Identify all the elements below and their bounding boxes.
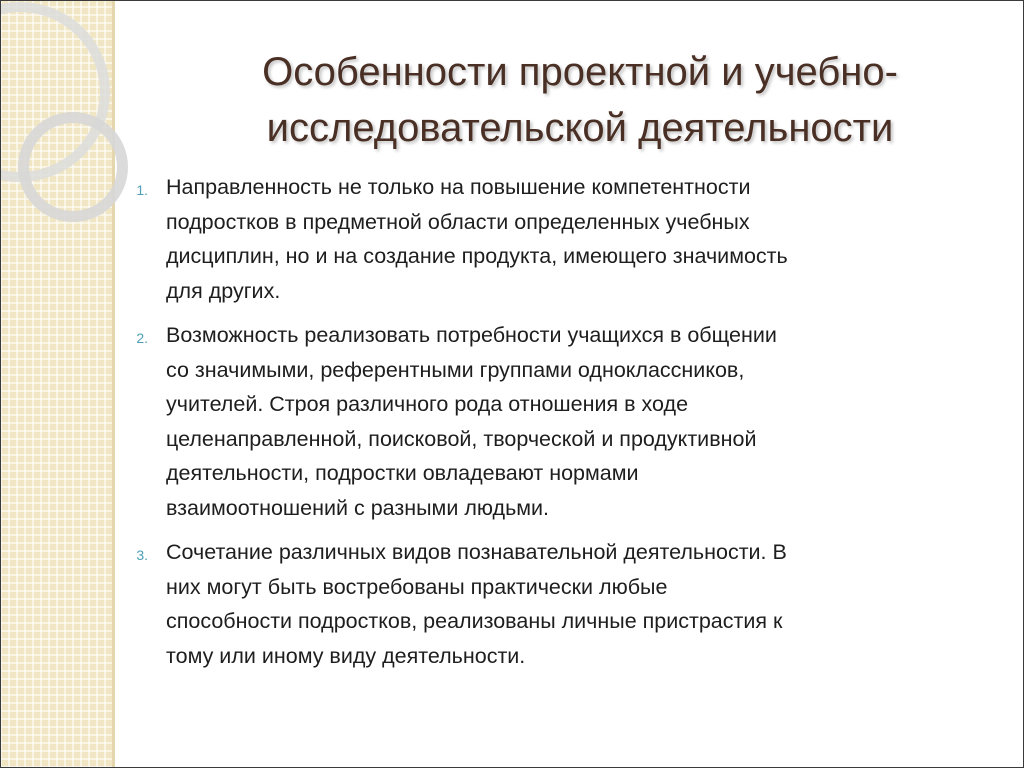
list-item-number: 3. <box>136 547 148 563</box>
list-item-line: способности подростков, реализованы личные пристрастия к <box>166 609 783 633</box>
list-item-text <box>166 535 1008 673</box>
list-item-line: Направленность не только на повышение компетентности <box>166 175 751 199</box>
list-item-line: них могут быть востребованы практически любые <box>166 574 668 599</box>
list-item-line: Сочетание различных видов познавательной деятельности. В <box>166 540 787 564</box>
list-item <box>108 318 1008 525</box>
list-item-line: деятельности, подростки овладевают нормами <box>166 461 639 485</box>
list-item-line: тому или иному виду деятельности. <box>166 643 526 668</box>
slide-title <box>150 44 1010 156</box>
list-item-line: для других. <box>166 278 281 303</box>
list-item-number: 1. <box>136 182 148 198</box>
slide-title-line: исследовательской деятельности <box>266 106 894 150</box>
list-item <box>108 535 1008 673</box>
feature-list <box>108 170 1008 683</box>
list-item-line: подростков в предметной области определенных учебных <box>166 209 750 234</box>
list-item-line: учителей. Строя различного рода отношения в ходе <box>166 392 689 416</box>
list-item-line: взаимоотношений с разными людьми. <box>166 495 550 520</box>
list-item-line: Возможность реализовать потребности учащихся в общении <box>166 323 777 347</box>
slide-title-line: Особенности проектной и учебно- <box>262 50 898 94</box>
list-item-number: 2. <box>136 330 148 346</box>
list-item-text <box>166 318 1008 525</box>
list-item-line: целенаправленной, поисковой, творческой и продуктивной <box>166 426 757 451</box>
list-item <box>108 170 1008 308</box>
list-item-line: со значимыми, референтными группами одноклассников, <box>166 357 745 382</box>
list-item-line: дисциплин, но и на создание продукта, имеющего значимость <box>166 244 788 268</box>
list-item-text <box>166 170 1008 308</box>
